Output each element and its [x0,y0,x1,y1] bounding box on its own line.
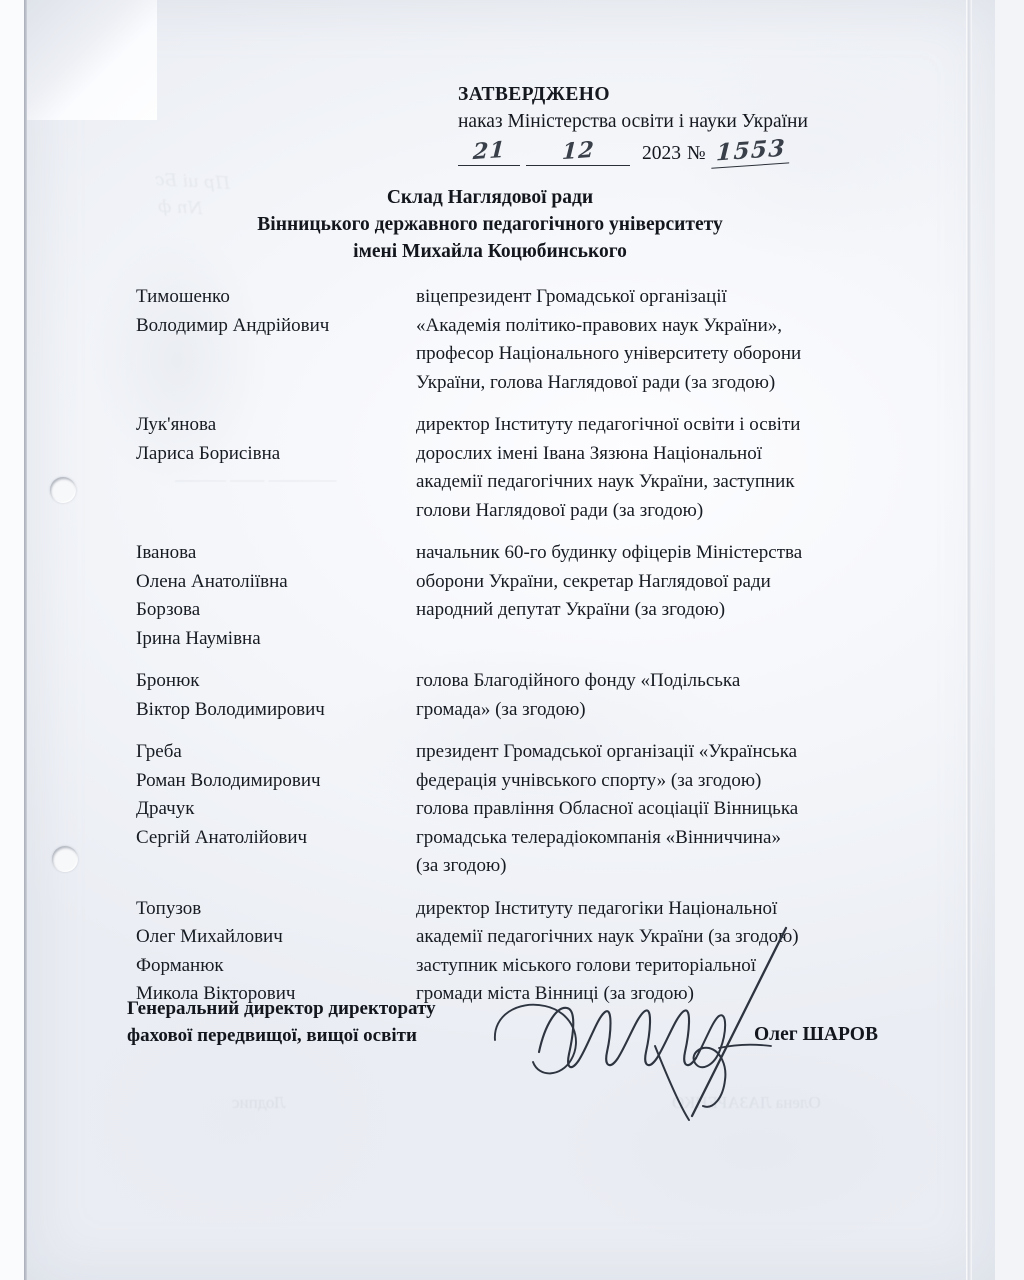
member-description [416,795,911,881]
signatory-name: Олег ШАРОВ [754,1024,878,1045]
member-description-line: заступник міського голови територіальної [416,954,757,976]
member-description-line: директор Інституту педагогічної освіти і освіти [416,414,801,435]
member-givenname: Ірина Наумівна [136,627,261,649]
approval-subtitle: наказ Міністерства освіти і науки України [458,111,808,132]
member-description-line: голова Благодійного фонду «Подільська [416,670,741,691]
member-givenname: Роман Володимирович [136,769,321,791]
member-description [416,283,911,397]
document-title-line-3: імені Михайла Коцюбинського [353,241,627,262]
approval-heading: ЗАТВЕРДЖЕНО [458,84,610,105]
member-name [136,283,416,340]
member-name [136,738,416,795]
member-surname: Лук'янова [136,414,217,435]
member-description-line: начальник 60-го будинку офіцерів Міністерства [416,542,803,563]
member-description-line: громади міста Вінниці (за згодою) [416,983,694,1004]
member-description [416,411,911,525]
member-givenname: Лариса Борисівна [136,442,281,464]
bleed-through-artifact: ———— —— ——— [175,470,337,489]
member-givenname: Віктор Володимирович [136,698,325,720]
member-description-line: віцепрезидент Громадської організації [416,286,727,307]
member-group [136,539,911,653]
member-row [136,539,911,596]
paper-outside-right [995,0,1024,1280]
signature-block [127,995,927,1049]
member-description [416,596,911,625]
member-surname: Борзова [136,599,201,620]
member-givenname: Олена Анатоліївна [136,570,288,592]
member-row [136,795,911,881]
member-description [416,738,911,795]
member-row [136,283,911,397]
member-description-line: «Академія політико-правових наук України», [416,314,782,336]
member-description-line: академії педагогічних наук України (за згодою) [416,926,799,947]
member-description [416,539,911,596]
bleed-through-artifact: Пр иі Бс [154,170,231,194]
signatory-position [127,995,507,1049]
approval-month-handwritten: 12 [561,136,595,166]
member-description-line: (за згодою) [416,855,507,876]
signatory-position-line-2: фахової передвищої, вищої освіти [127,1025,417,1046]
member-group [136,895,911,1009]
member-name [136,795,416,852]
approval-year: 2023 [642,143,681,164]
member-description-line: громадська телерадіокомпанія «Вінниччина» [416,826,781,848]
approval-day-slot [458,138,520,166]
member-description-line: директор Інституту педагогіки Національної [416,897,778,919]
member-description [416,667,911,724]
member-description-line: президент Громадської організації «Українська [416,741,798,762]
member-description-line: голови Наглядової ради (за згодою) [416,499,704,521]
member-surname: Іванова [136,542,197,563]
members-list [136,283,911,1023]
approval-number-handwritten: 1553 [711,134,790,169]
member-givenname: Микола Вікторович [136,983,296,1004]
member-surname: Форманюк [136,954,224,976]
bleed-through-artifact: Лодпис [232,1093,286,1112]
member-row [136,667,911,724]
member-group [136,411,911,525]
member-name [136,596,416,653]
member-surname: Греба [136,741,182,762]
member-surname: Бронюк [136,670,200,691]
member-description-line: федерація учнівського спорту» (за згодою) [416,769,762,791]
member-name [136,539,416,596]
member-description-line: академії педагогічних наук України, заступник [416,471,795,492]
document-title-line-1: Склад Наглядової ради [386,187,594,208]
member-description-line: громада» (за згодою) [416,698,586,720]
member-row [136,738,911,795]
document-title [120,184,860,265]
approval-day-handwritten: 21 [472,136,506,166]
member-description-line: дорослих імені Івана Зязюна Національної [416,442,763,464]
member-givenname: Володимир Андрійович [136,314,330,336]
member-group [136,667,911,724]
member-givenname: Сергій Анатолійович [136,826,308,848]
approval-date-row [458,134,888,167]
member-description [416,895,911,952]
member-givenname: Олег Михайлович [136,926,283,947]
member-row [136,895,911,952]
member-group [136,738,911,881]
member-description-line: оборони України, секретар Наглядової ради [416,570,771,592]
document-title-line-2: Вінницького державного педагогічного університету [257,214,723,235]
member-description-line: голова правління Обласної асоціації Вінницька [416,798,799,819]
member-description-line: професор Національного університету оборони [416,343,802,364]
bleed-through-artifact: Олена ЛАЗАРЕНКО [672,1093,821,1112]
signatory-position-line-1: Генеральний директор директорату [127,998,436,1019]
member-group [136,283,911,397]
member-surname: Тимошенко [136,286,230,307]
bleed-through-artifact: Nп ф [157,196,204,220]
member-surname: Топузов [136,897,202,919]
member-description-line: України, голова Наглядової ради (за згодою) [416,371,776,393]
approval-block [458,84,888,166]
member-name [136,411,416,468]
approval-month-slot [526,138,630,166]
member-row [136,596,911,653]
member-row [136,411,911,525]
member-surname: Драчук [136,798,195,819]
member-name [136,895,416,952]
member-description-line: народний депутат України (за згодою) [416,599,726,620]
member-name [136,667,416,724]
number-symbol: № [687,143,706,164]
